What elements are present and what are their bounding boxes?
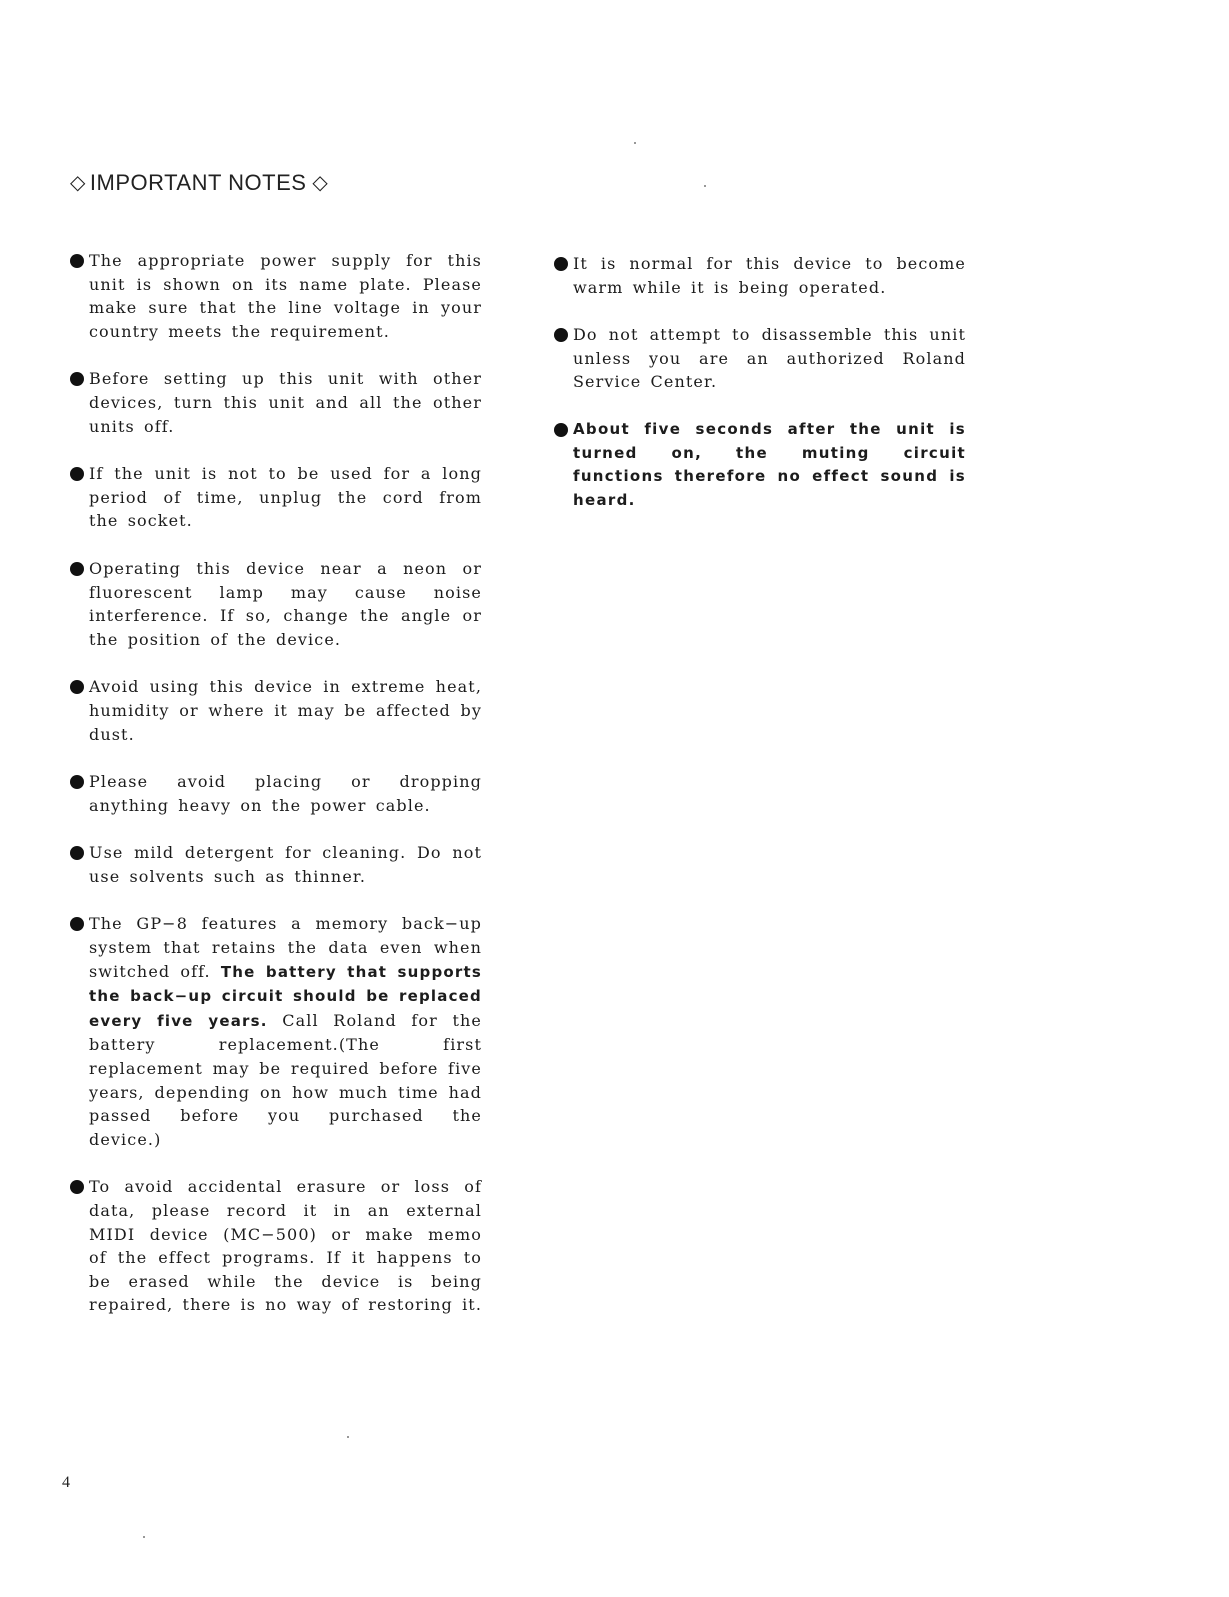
note-cleaning xyxy=(70,841,482,888)
note-text: Before setting up this unit with other devices, turn this unit and all the other units off. xyxy=(89,369,482,436)
note-text: Use mild detergent for cleaning. Do not use solvents such as thinner. xyxy=(89,843,482,886)
note-interference xyxy=(70,557,482,651)
bullet-icon xyxy=(70,846,84,860)
note-bold-text: The battery that supports the back−up circuit should be replaced every five years. xyxy=(89,962,483,1030)
diamond-left-icon: ◇ xyxy=(70,172,86,194)
left-column xyxy=(70,249,482,1341)
scan-speck xyxy=(634,142,636,144)
bullet-icon xyxy=(70,254,84,268)
note-setup xyxy=(70,367,482,438)
note-text: About five seconds after the unit is turned on, the muting circuit functions therefore no effect sound is heard. xyxy=(573,419,966,509)
heading-title: IMPORTANT NOTES xyxy=(89,170,307,195)
page-number: 4 xyxy=(62,1474,70,1491)
note-text: The GP−8 features a memory back−up system that retains the data even when switched off. xyxy=(89,914,482,981)
right-column xyxy=(554,252,966,536)
bullet-icon xyxy=(70,562,84,576)
bullet-icon xyxy=(70,775,84,789)
note-text: To avoid accidental erasure or loss of data, please record it in an external MIDI device (MC−500) or make memo of the effect programs. If it happens to be erased while the device is being repaired, there is no way of restoring it. xyxy=(89,1177,483,1315)
note-text: If the unit is not to be used for a long period of time, unplug the cord from the socket. xyxy=(89,464,482,531)
note-text: Avoid using this device in extreme heat, humidity or where it may be affected by dust. xyxy=(89,677,482,744)
note-text: Please avoid placing or dropping anything heavy on the power cable. xyxy=(89,772,482,815)
bullet-icon xyxy=(554,257,568,271)
bullet-icon xyxy=(70,917,84,931)
bullet-icon xyxy=(70,372,84,386)
diamond-right-icon: ◇ xyxy=(312,172,329,194)
scan-speck xyxy=(347,1436,349,1438)
note-disassemble xyxy=(554,323,966,394)
scan-speck xyxy=(704,185,706,187)
note-power-cable xyxy=(70,770,482,817)
note-unplug xyxy=(70,462,482,533)
note-text: The appropriate power supply for this unit is shown on its name plate. Please make sure that the line voltage in your country meets the requirement. xyxy=(89,251,482,341)
bullet-icon xyxy=(70,680,84,694)
page-heading xyxy=(70,170,328,196)
bullet-icon xyxy=(554,328,568,342)
note-muting xyxy=(554,418,966,512)
note-environment xyxy=(70,675,482,746)
note-text: Call Roland for the battery replacement.(The first replacement may be required before five years, depending on how much time had passed before you purchased the device.) xyxy=(89,1010,482,1149)
bullet-icon xyxy=(554,423,568,437)
note-text: It is normal for this device to become warm while it is being operated. xyxy=(573,254,966,297)
note-memory-backup xyxy=(70,912,482,1151)
note-text: Do not attempt to disassemble this unit unless you are an authorized Roland Service Center. xyxy=(573,325,966,392)
bullet-icon xyxy=(70,1180,84,1194)
note-power-supply xyxy=(70,249,482,343)
note-warm xyxy=(554,252,966,299)
note-data-backup xyxy=(70,1175,482,1317)
scan-speck xyxy=(143,1536,145,1538)
bullet-icon xyxy=(70,467,84,481)
note-text: Operating this device near a neon or fluorescent lamp may cause noise interference. If so, change the angle or the position of the device. xyxy=(89,558,482,649)
